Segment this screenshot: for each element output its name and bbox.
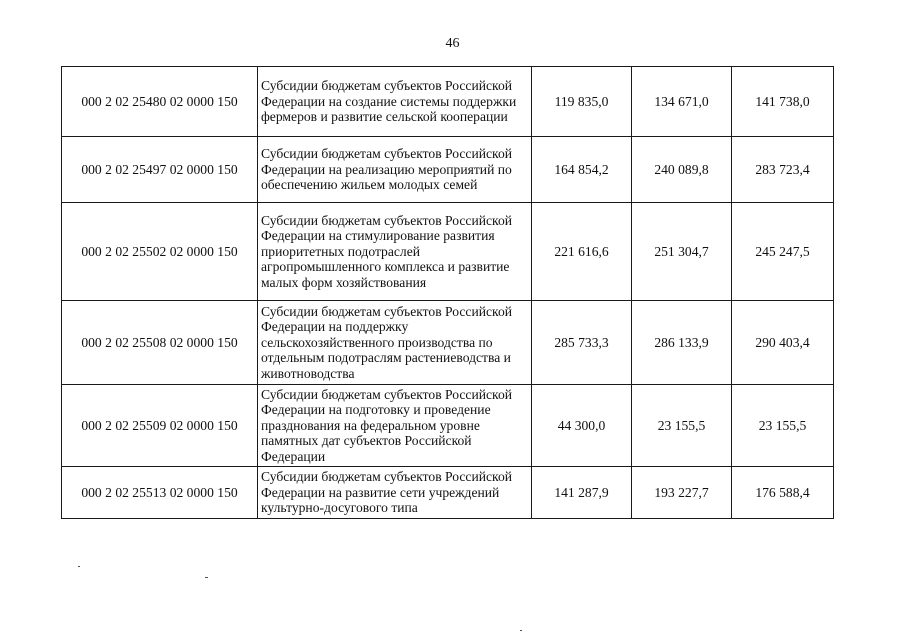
scan-speck <box>520 630 522 631</box>
value-cell: 141 738,0 <box>732 67 834 137</box>
scan-speck <box>205 577 208 578</box>
scan-speck <box>78 566 80 567</box>
page-number: 46 <box>445 36 460 51</box>
value-cell: 176 588,4 <box>732 467 834 519</box>
budget-code-cell: 000 2 02 25497 02 0000 150 <box>62 137 258 203</box>
value-cell: 286 133,9 <box>632 301 732 385</box>
description-cell: Субсидии бюджетам субъектов Российской Федерации на поддержку сельскохозяйственного производства по отдельным подотраслям растениеводства и животноводства <box>258 301 532 385</box>
budget-code-cell: 000 2 02 25509 02 0000 150 <box>62 385 258 467</box>
budget-code-cell: 000 2 02 25513 02 0000 150 <box>62 467 258 519</box>
value-cell: 285 733,3 <box>532 301 632 385</box>
value-cell: 193 227,7 <box>632 467 732 519</box>
budget-code-cell: 000 2 02 25502 02 0000 150 <box>62 203 258 301</box>
value-cell: 134 671,0 <box>632 67 732 137</box>
table-row <box>62 67 834 137</box>
table-row <box>62 385 834 467</box>
value-cell: 119 835,0 <box>532 67 632 137</box>
description-cell: Субсидии бюджетам субъектов Российской Федерации на создание системы поддержки фермеров и развитие сельской кооперации <box>258 67 532 137</box>
budget-code-cell: 000 2 02 25480 02 0000 150 <box>62 67 258 137</box>
value-cell: 23 155,5 <box>632 385 732 467</box>
value-cell: 141 287,9 <box>532 467 632 519</box>
budget-code-cell: 000 2 02 25508 02 0000 150 <box>62 301 258 385</box>
value-cell: 23 155,5 <box>732 385 834 467</box>
value-cell: 251 304,7 <box>632 203 732 301</box>
description-cell: Субсидии бюджетам субъектов Российской Федерации на стимулирование развития приоритетных подотраслей агропромышленного комплекса и развитие малых форм хозяйствования <box>258 203 532 301</box>
table-row <box>62 467 834 519</box>
table-row <box>62 301 834 385</box>
value-cell: 240 089,8 <box>632 137 732 203</box>
description-cell: Субсидии бюджетам субъектов Российской Федерации на реализацию мероприятий по обеспечению жильем молодых семей <box>258 137 532 203</box>
value-cell: 290 403,4 <box>732 301 834 385</box>
description-cell: Субсидии бюджетам субъектов Российской Федерации на подготовку и проведение празднования на федеральном уровне памятных дат субъектов Российской Федерации <box>258 385 532 467</box>
description-cell: Субсидии бюджетам субъектов Российской Федерации на развитие сети учреждений культурно-досугового типа <box>258 467 532 519</box>
value-cell: 283 723,4 <box>732 137 834 203</box>
table-row <box>62 137 834 203</box>
budget-table <box>61 66 834 519</box>
value-cell: 221 616,6 <box>532 203 632 301</box>
value-cell: 44 300,0 <box>532 385 632 467</box>
value-cell: 245 247,5 <box>732 203 834 301</box>
value-cell: 164 854,2 <box>532 137 632 203</box>
table-row <box>62 203 834 301</box>
